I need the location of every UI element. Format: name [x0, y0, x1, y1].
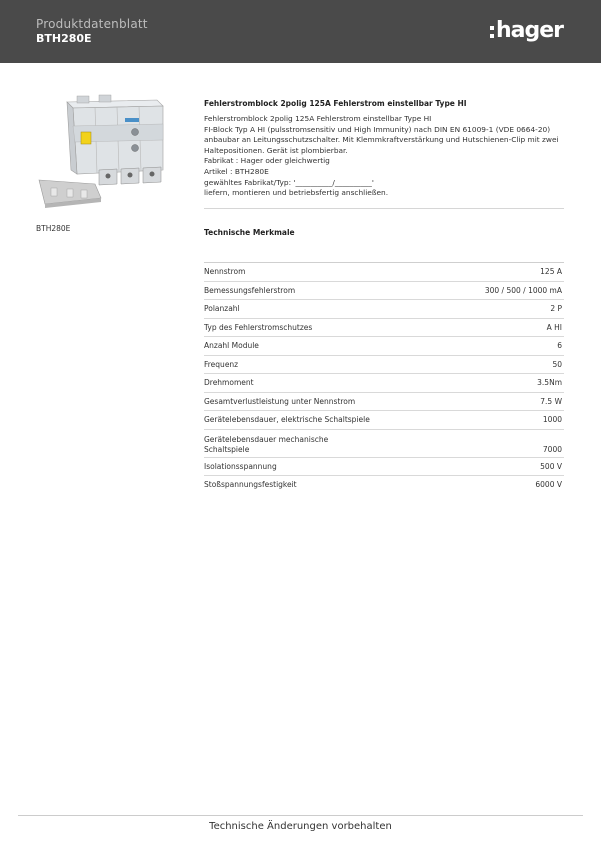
- hager-logo: [490, 15, 570, 45]
- spec-row: [204, 458, 564, 477]
- spec-value: 300 / 500 / 1000 mA: [484, 285, 562, 295]
- spec-row: [204, 393, 564, 412]
- description-line: Fehlerstromblock 2polig 125A Fehlerstrom einstellbar Type HI: [204, 114, 432, 123]
- spec-row: [204, 476, 564, 494]
- spec-row: [204, 356, 564, 375]
- spec-value: 1000: [542, 415, 562, 424]
- spec-key: Anzahl Module: [204, 341, 259, 350]
- spec-key: Drehmoment: [204, 378, 254, 387]
- spec-row: [204, 337, 564, 356]
- specs-table: [204, 262, 564, 494]
- spec-key: Isolationsspannung: [204, 461, 277, 471]
- footer-divider: [18, 815, 583, 816]
- spec-row: [204, 430, 564, 458]
- footer-note: Technische Änderungen vorbehalten: [209, 821, 392, 832]
- spec-key: Bemessungsfehlerstrom: [204, 285, 296, 295]
- spec-row: [204, 263, 564, 282]
- spec-value: 50: [552, 359, 562, 369]
- spec-key: Frequenz: [204, 359, 239, 369]
- image-caption: BTH280E: [36, 224, 71, 233]
- spec-row: [204, 319, 564, 338]
- spec-value: 6: [557, 341, 562, 350]
- spec-value: 7.5 W: [540, 396, 562, 406]
- description-line: gewähltes Fabrikat/Typ: '__________/__________': [204, 177, 374, 187]
- spec-key: Gesamtverlustleistung unter Nennstrom: [204, 396, 356, 406]
- spec-row: [204, 282, 564, 301]
- spec-key: Stoßspannungsfestigkeit: [204, 480, 297, 489]
- description-line: liefern, montieren und betriebsfertig anschließen.: [204, 188, 389, 198]
- spec-value: 125 A: [540, 267, 562, 276]
- description-line: FI-Block Typ A HI (pulsstromsensitiv und High Immunity) nach DIN EN 61009-1 (VDE 0664-20): [204, 124, 551, 134]
- spec-value: 6000 V: [535, 480, 562, 489]
- spec-row: [204, 374, 564, 393]
- product-description: [204, 99, 564, 199]
- description-line: Haltepositionen. Gerät ist plombierbar.: [204, 145, 348, 155]
- product-title: Fehlerstromblock 2polig 125A Fehlerstrom einstellbar Type HI: [204, 99, 467, 108]
- page-header: [0, 0, 601, 63]
- spec-value: A HI: [546, 322, 562, 332]
- spec-value: 2 P: [550, 304, 562, 313]
- spec-key: Gerätelebensdauer, elektrische Schaltspiele: [204, 415, 370, 424]
- logo-dots-icon: [490, 26, 494, 38]
- description-line: anbaubar an Leitungsschutzschalter. Mit Klemmkraftverstärkung und Hutschienen-Clip mit zwei: [204, 135, 559, 145]
- spec-value: 7000: [542, 444, 562, 454]
- description-line: Fabrikat : Hager oder gleichwertig: [204, 156, 330, 166]
- article-number: BTH280E: [36, 32, 92, 45]
- document-type: Produktdatenblatt: [36, 17, 148, 31]
- spec-key-continued: Schaltspiele: [204, 444, 250, 454]
- residual-current-block-image: [37, 92, 167, 212]
- spec-row: [204, 411, 564, 430]
- spec-key: Gerätelebensdauer mechanische: [204, 434, 329, 444]
- logo-text: hager: [496, 17, 564, 43]
- spec-value: 3.5Nm: [537, 378, 562, 387]
- specs-heading: Technische Merkmale: [204, 228, 295, 237]
- spec-value: 500 V: [540, 461, 562, 471]
- spec-key: Nennstrom: [204, 267, 246, 276]
- spec-key: Typ des Fehlerstromschutzes: [204, 322, 313, 332]
- section-divider: [204, 208, 564, 209]
- spec-row: [204, 300, 564, 319]
- description-line: Artikel : BTH280E: [204, 166, 269, 176]
- spec-key: Polanzahl: [204, 304, 240, 313]
